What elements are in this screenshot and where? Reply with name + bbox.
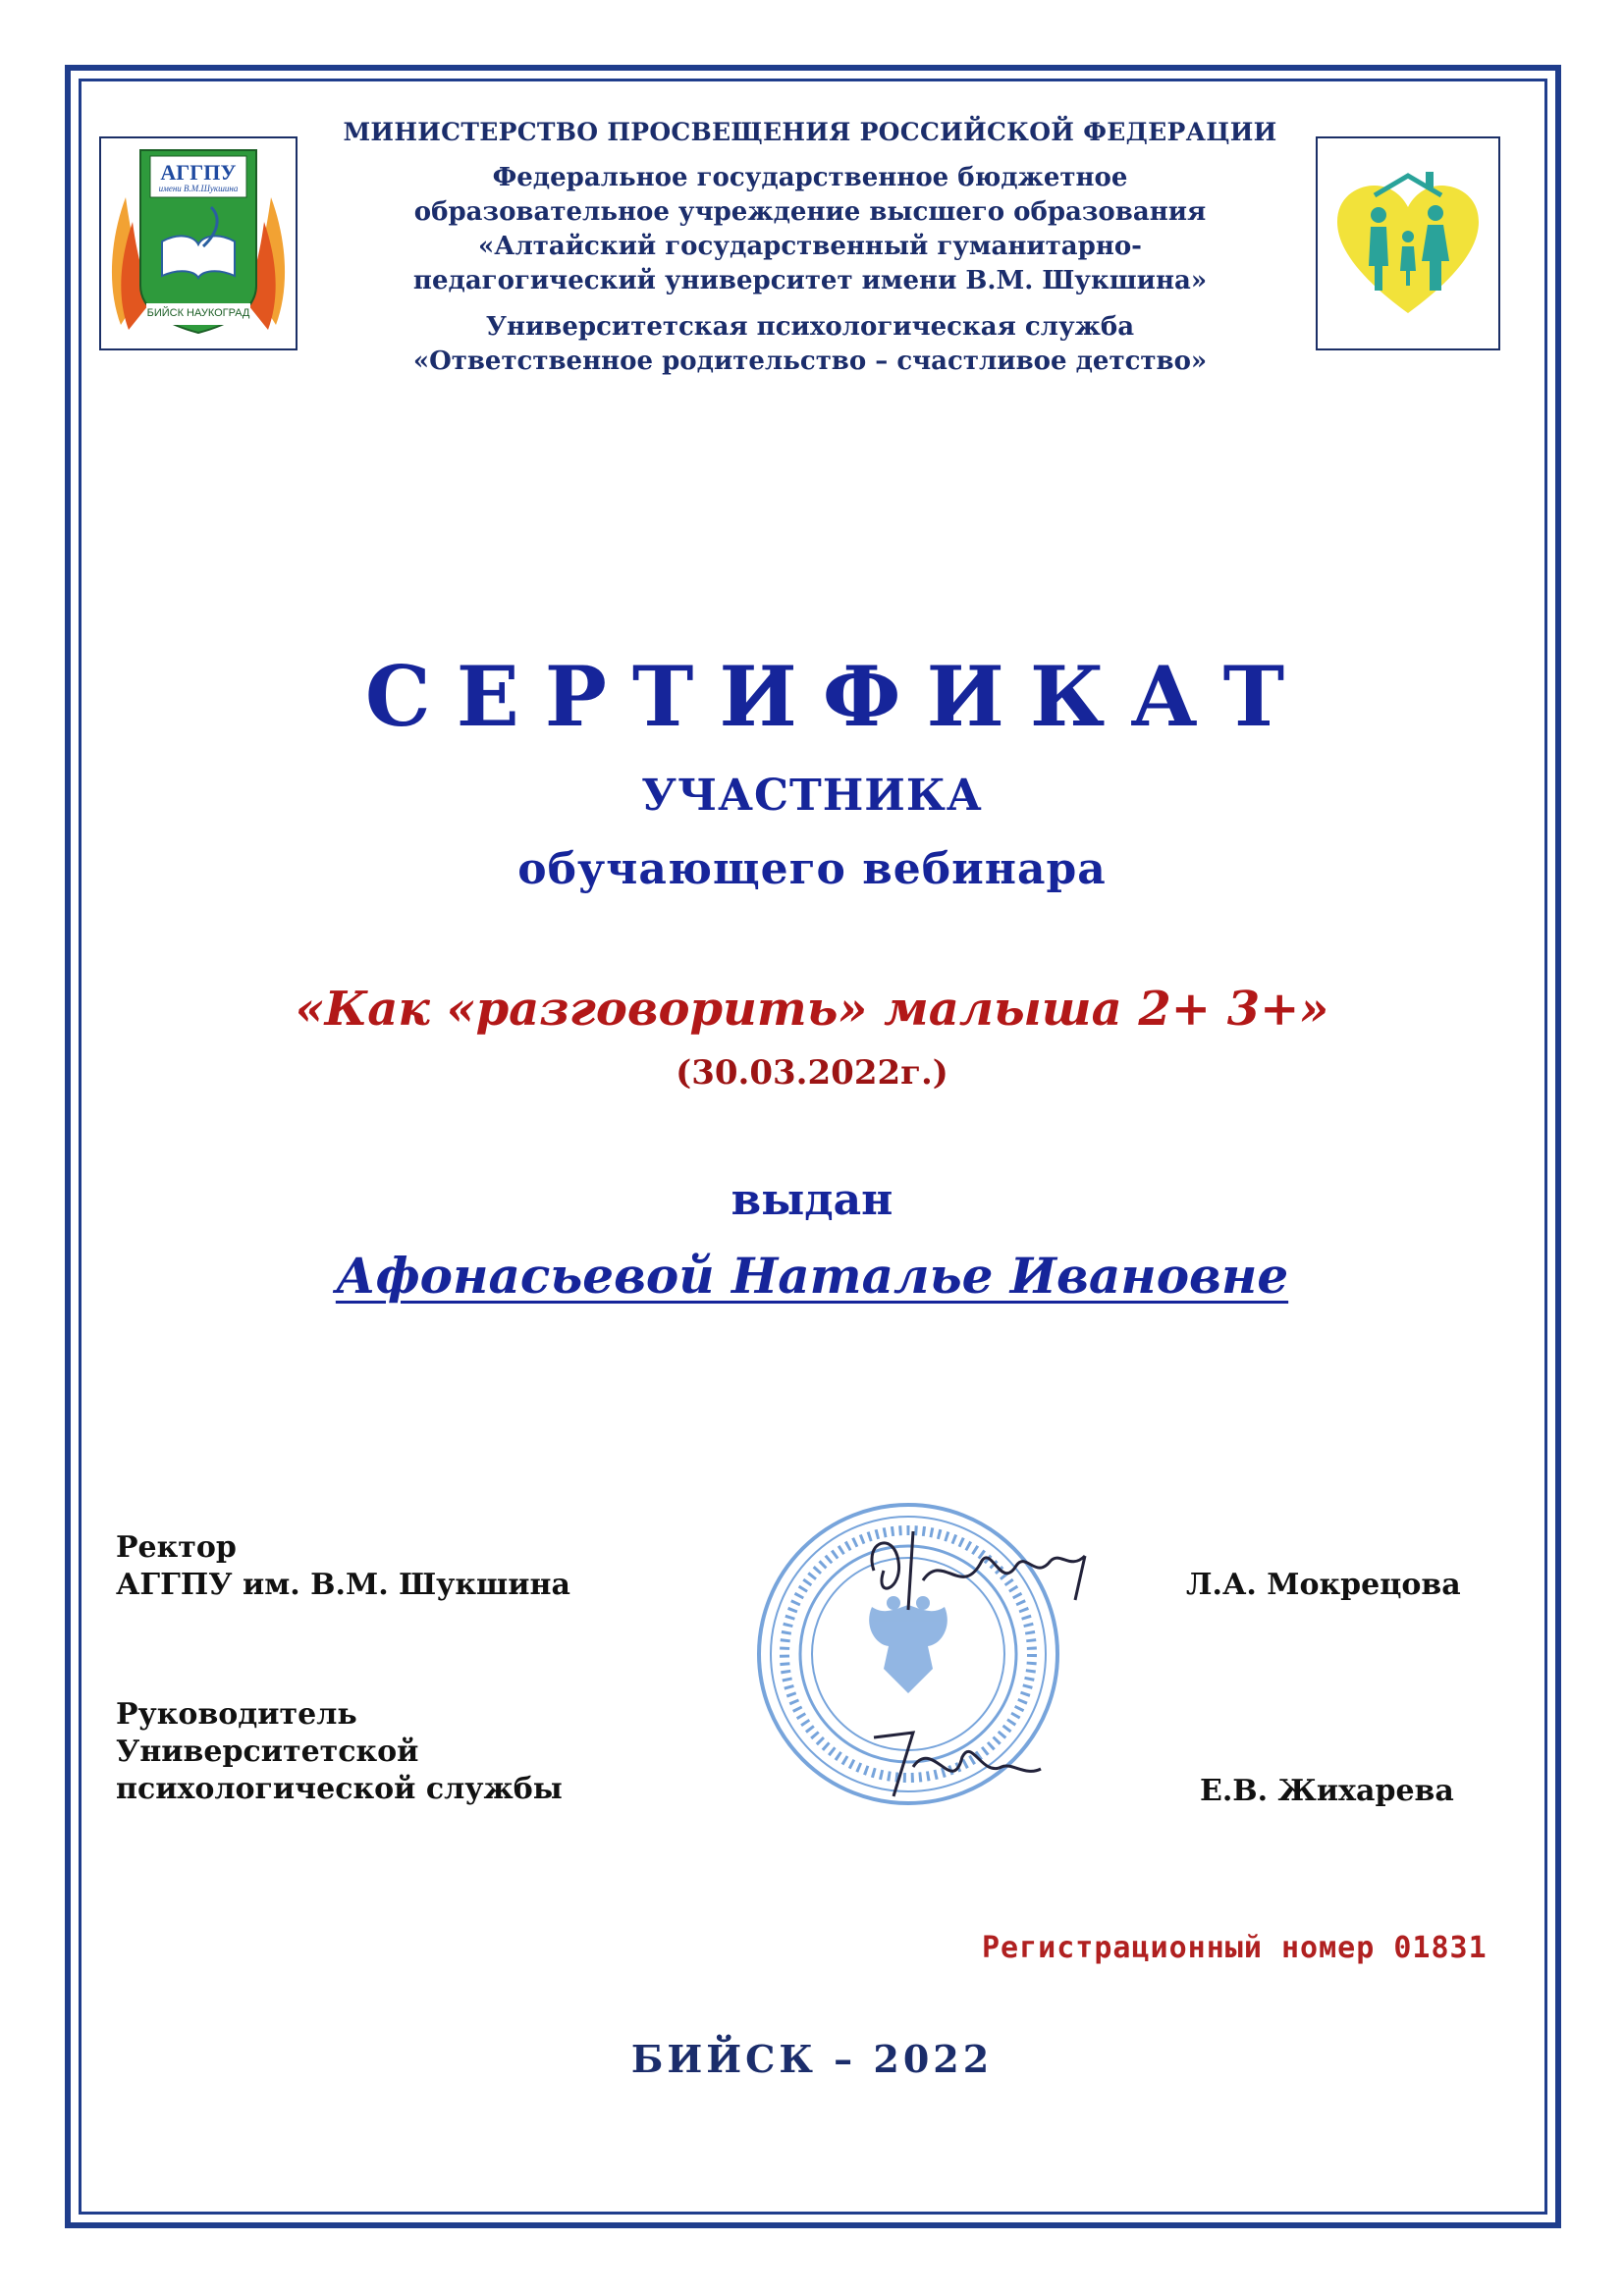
institution-line: Федеральное государственное бюджетное	[492, 163, 1128, 192]
webinar-date: (30.03.2022г.)	[676, 1053, 948, 1093]
rector-signature	[854, 1512, 1110, 1629]
registration-number: Регистрационный номер 01831	[982, 1931, 1488, 1965]
rector-role-line: АГГПУ им. В.М. Шукшина	[116, 1568, 570, 1602]
footer-city-year: БИЙСК – 2022	[630, 2037, 994, 2081]
service-line: Университетская психологическая служба	[485, 312, 1135, 342]
logo-subtitle: имени В.М.Шукшина	[158, 184, 239, 193]
family-heart-logo	[1316, 136, 1500, 350]
recipient-name-block	[0, 1247, 1624, 1305]
page-border-inner	[79, 79, 1547, 2215]
issued-label: выдан	[731, 1175, 893, 1225]
logo-title: АГГПУ	[160, 160, 237, 185]
service-line: «Ответственное родительство – счастливое детство»	[412, 347, 1208, 376]
rector-name: Л.А. Мокрецова	[1186, 1568, 1461, 1602]
certificate-title: СЕРТИФИКАТ	[364, 648, 1311, 745]
university-logo	[99, 136, 298, 350]
ministry-name: МИНИСТЕРСТВО ПРОСВЕЩЕНИЯ РОССИЙСКОЙ ФЕДЕРАЦИИ	[343, 118, 1277, 146]
event-type: обучающего вебинара	[517, 844, 1107, 894]
logo-bottom-text: БИЙСК НАУКОГРАД	[146, 307, 250, 319]
institution-line: педагогический университет имени В.М. Шукшина»	[412, 266, 1208, 295]
head-role-line: психологической службы	[116, 1772, 563, 1806]
certificate-subtitle: УЧАСТНИКА	[641, 771, 983, 821]
head-role-line: Руководитель	[116, 1697, 357, 1732]
head-signature	[854, 1708, 1051, 1816]
head-name: Е.В. Жихарева	[1200, 1774, 1454, 1808]
institution-line: «Алтайский государственный гуманитарно-	[478, 232, 1142, 261]
recipient-name: Афонасьевой Наталье Ивановне	[335, 1247, 1289, 1305]
head-role	[116, 1696, 563, 1808]
header-block	[324, 116, 1296, 379]
rector-role-line: Ректор	[116, 1530, 237, 1565]
institution-line: образовательное учреждение высшего образования	[413, 197, 1207, 227]
webinar-topic: «Как «разговорить» малыша 2+ 3+»	[295, 982, 1329, 1037]
head-role-line: Университетской	[116, 1735, 419, 1769]
rector-role	[116, 1529, 570, 1604]
